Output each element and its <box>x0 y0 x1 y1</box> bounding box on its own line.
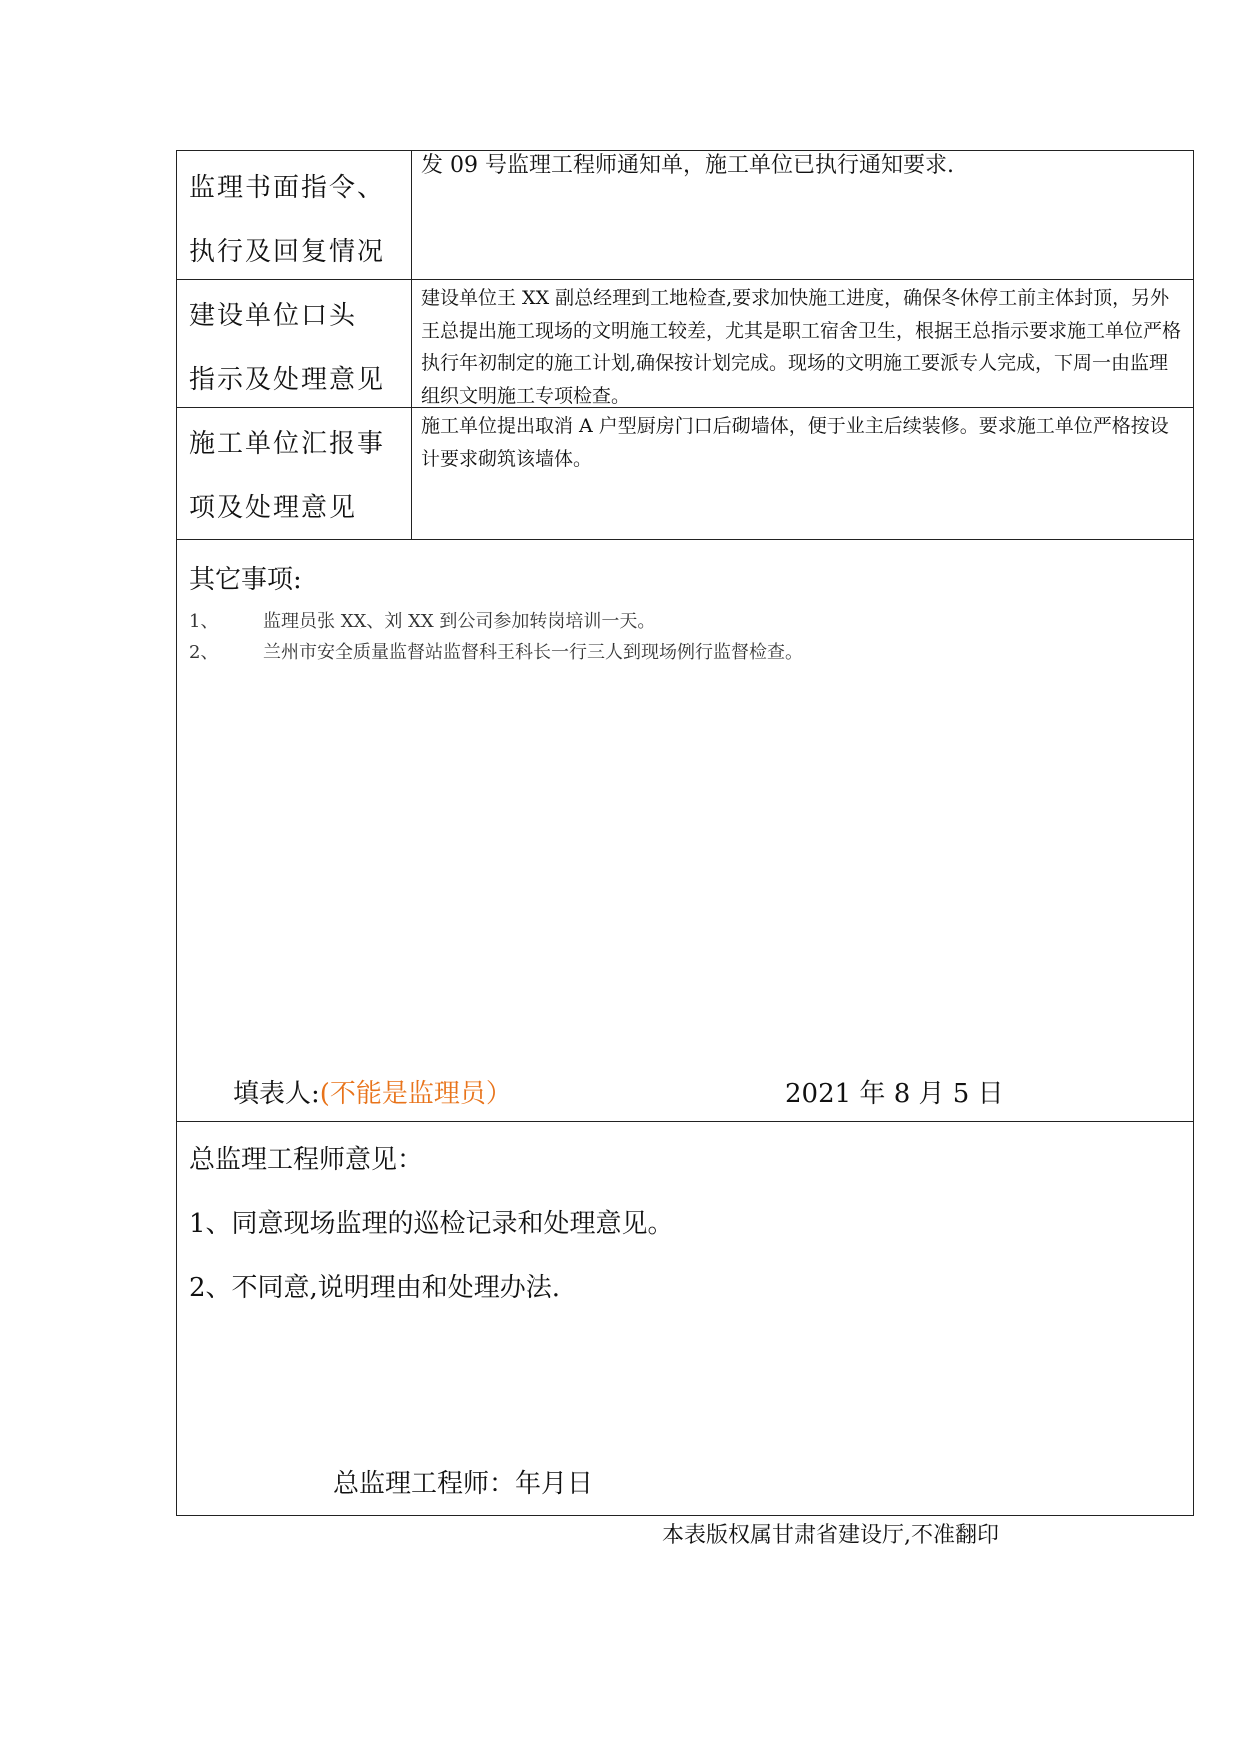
row-divider <box>177 1121 1193 1122</box>
list-item-text: 监理员张 XX、刘 XX 到公司参加转岗培训一天。 <box>263 611 656 632</box>
chief-opinion-title: 总监理工程师意见： <box>189 1145 424 1175</box>
row-content-written-orders: 发 09 号监理工程师通知单，施工单位已执行通知要求. <box>421 153 954 178</box>
filler-note: (不能是监理员） <box>319 1079 512 1109</box>
row-divider <box>177 279 1193 280</box>
filler-field <box>233 1073 512 1110</box>
row-content-contractor-report: 施工单位提出取消 A 户型厨房门口后砌墙体，便于业主后续装修。要求施工单位严格按设计要求砌筑该墙体。 <box>421 415 1169 470</box>
column-divider <box>411 151 412 539</box>
other-matters-title: 其它事项: <box>189 565 302 595</box>
row-divider <box>177 539 1193 540</box>
chief-opinion-disagree: 2、不同意,说明理由和处理办法. <box>189 1273 561 1303</box>
filler-label: 填表人: <box>233 1079 320 1109</box>
chief-opinion-agree: 1、同意现场监理的巡检记录和处理意见。 <box>189 1209 674 1239</box>
copyright-footer: 本表版权属甘肃省建设厅,不准翻印 <box>662 1523 999 1548</box>
list-item-number: 2、 <box>189 642 219 663</box>
list-item-number: 1、 <box>189 611 219 632</box>
fill-date: 2021 年 8 月 5 日 <box>785 1079 1004 1109</box>
list-item-text: 兰州市安全质量监督站监督科王科长一行三人到现场例行监督检查。 <box>263 642 803 663</box>
chief-signature: 总监理工程师：年月日 <box>333 1469 594 1499</box>
row-content-owner-instructions: 建设单位王 XX 副总经理到工地检查,要求加快施工进度，确保冬休停工前主体封顶，另外王总提出施工现场的文明施工较差，尤其是职工宿舍卫生，根据王总指示要求施工单位严格执行年初制定的施工计划,确保按计划完成。现场的文明施工要派专人完成，下周一由监理组织文明施工专项检查。 <box>421 287 1182 407</box>
report-table: 监理书面指令、 执行及回复情况 发 09 号监理工程师通知单，施工单位已执行通知要求. 建设单位口头 指示及处理意见 建设单位王 XX 副总经理到工地检查,要求加快施工进度，确保冬休停工前主体封顶，另外王总提出施工现场的文明施工较差，尤其是职工宿舍卫生，根据王总指示要求施工单位严格执行年初制定的施工计划,确保按计划完成。现场的文明施工要派专人完成，下周一由监理组织文明施工专项检查。 施工单位汇报事 项及处理意见 施工单位提出取消 A 户型厨房门口后砌墙体，便于业主后续装修。要求施工单位严格按设计要求砌筑该墙体。 其它事项: 1、 监理员张 XX、刘 XX 到公司参加转岗培训一天。 2、 兰州市安全质量监督站监督科王科长一行三人到现场例行监督检查。 填表人:(不能是监理员） 2021 年 8 月 5 日 总监理工程师意见： 1、同意现场监理的巡检记录和处理意见。 2、不同意,说明理由和处理办法. 总监理工程师：年月日 <box>176 150 1194 1516</box>
